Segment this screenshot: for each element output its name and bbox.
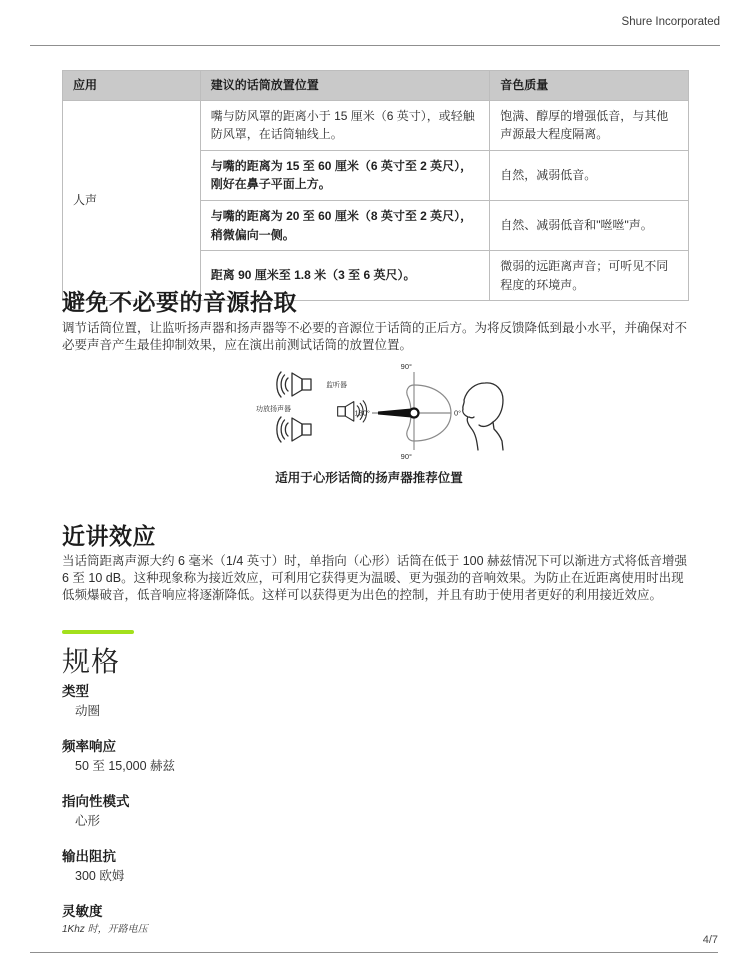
amp-speaker-label: 功放扬声器: [256, 406, 291, 413]
section-title-specs: 规格: [62, 646, 121, 677]
speaker-placement-diagram: [250, 358, 515, 462]
quality-cell: 自然，减弱低音。: [490, 150, 689, 200]
spec-value: 动圈: [75, 704, 101, 718]
placement-cell: 与嘴的距离为 20 至 60 厘米（8 英寸至 2 英尺），稍微偏向一侧。: [200, 200, 490, 250]
amp-speaker-icon-bottom: [277, 417, 311, 442]
spec-label: 灵敏度: [62, 904, 103, 919]
angle-left-label: 180°: [354, 408, 370, 418]
table-header-row: [63, 71, 689, 101]
spec-note: 1Khz 时，开路电压: [62, 924, 148, 935]
section-title-avoid-pickup: 避免不必要的音源拾取: [62, 289, 297, 315]
spec-label: 类型: [62, 684, 89, 699]
application-cell: 人声: [63, 100, 201, 301]
angle-right-label: 0°: [454, 408, 462, 418]
quality-cell: 微弱的远距离声音；可听见不同程度的环境声。: [490, 251, 689, 301]
microphone-icon: [378, 409, 419, 418]
avoid-pickup-paragraph: 调节话筒位置，让监听扬声器和扬声器等不必要的音源位于话筒的正后方。为将反馈降低到最小水平，并确保对不必要声音产生最佳抑制效果，应在演出前测试话筒的放置位置。: [62, 321, 688, 352]
document-header: Shure Incorporated: [621, 16, 720, 28]
col-header-placement: 建议的话筒放置位置: [200, 71, 490, 101]
col-header-quality: 音色质量: [490, 71, 689, 101]
mic-placement-table: [62, 70, 689, 301]
footer-divider: [30, 952, 718, 953]
speaker-placement-figure: [250, 358, 515, 462]
monitor-label: 监听器: [326, 382, 347, 389]
spec-list: [62, 682, 582, 953]
col-header-application: 应用: [63, 71, 201, 101]
table-row: [63, 100, 689, 150]
spec-label: 指向性模式: [62, 794, 130, 809]
angle-top-label: 90°: [400, 362, 412, 371]
quality-cell: 饱满、醇厚的增强低音，与其他声源最大程度隔离。: [490, 100, 689, 150]
spec-item-frequency-response: [62, 737, 582, 776]
placement-cell: 距离 90 厘米至 1.8 米（3 至 6 英尺）。: [200, 251, 490, 301]
spec-label: 频率响应: [62, 739, 116, 754]
header-divider: [30, 45, 720, 46]
spec-value: 心形: [75, 814, 101, 828]
proximity-paragraph: 当话筒距离声源大约 6 毫米（1/4 英寸）时，单指向（心形）话筒在低于 100 赫兹情况下可以渐进方式将低音增强 6 至 10 dB。这种现象称为接近效应，可利用它获得更为温暖、更为强劲的音响效果。为防止在近距离使用时出现低频爆破音，低音响应将逐渐降低。这样可以获得更为出色的控制，并且有助于使用者更好的利用接近效应。: [62, 554, 688, 602]
angle-bottom-label: 90°: [400, 452, 412, 461]
quality-cell: 自然、减弱低音和"咝咝"声。: [490, 200, 689, 250]
spec-value: 300 欧姆: [75, 869, 125, 883]
listener-head-icon: [463, 383, 503, 450]
spec-label: 输出阻抗: [62, 849, 116, 864]
section-title-proximity: 近讲效应: [62, 523, 156, 549]
placement-cell: 与嘴的距离为 15 至 60 厘米（6 英寸至 2 英尺），刚好在鼻子平面上方。: [200, 150, 490, 200]
spec-item-output-impedance: [62, 847, 582, 886]
placement-cell: 嘴与防风罩的距离小于 15 厘米（6 英寸），或轻触防风罩，在话筒轴线上。: [200, 100, 490, 150]
spec-item-type: [62, 682, 582, 721]
spec-value: 50 至 15,000 赫兹: [75, 759, 176, 773]
page-number: 4/7: [702, 934, 718, 946]
mic-placement-table-wrap: [62, 70, 689, 301]
spec-item-sensitivity: [62, 902, 582, 937]
spec-item-polar-pattern: [62, 792, 582, 831]
amp-speaker-icon-top: [277, 372, 311, 397]
specs-accent-bar: [62, 630, 134, 634]
diagram-caption: 适用于心形话筒的扬声器推荐位置: [275, 471, 463, 485]
